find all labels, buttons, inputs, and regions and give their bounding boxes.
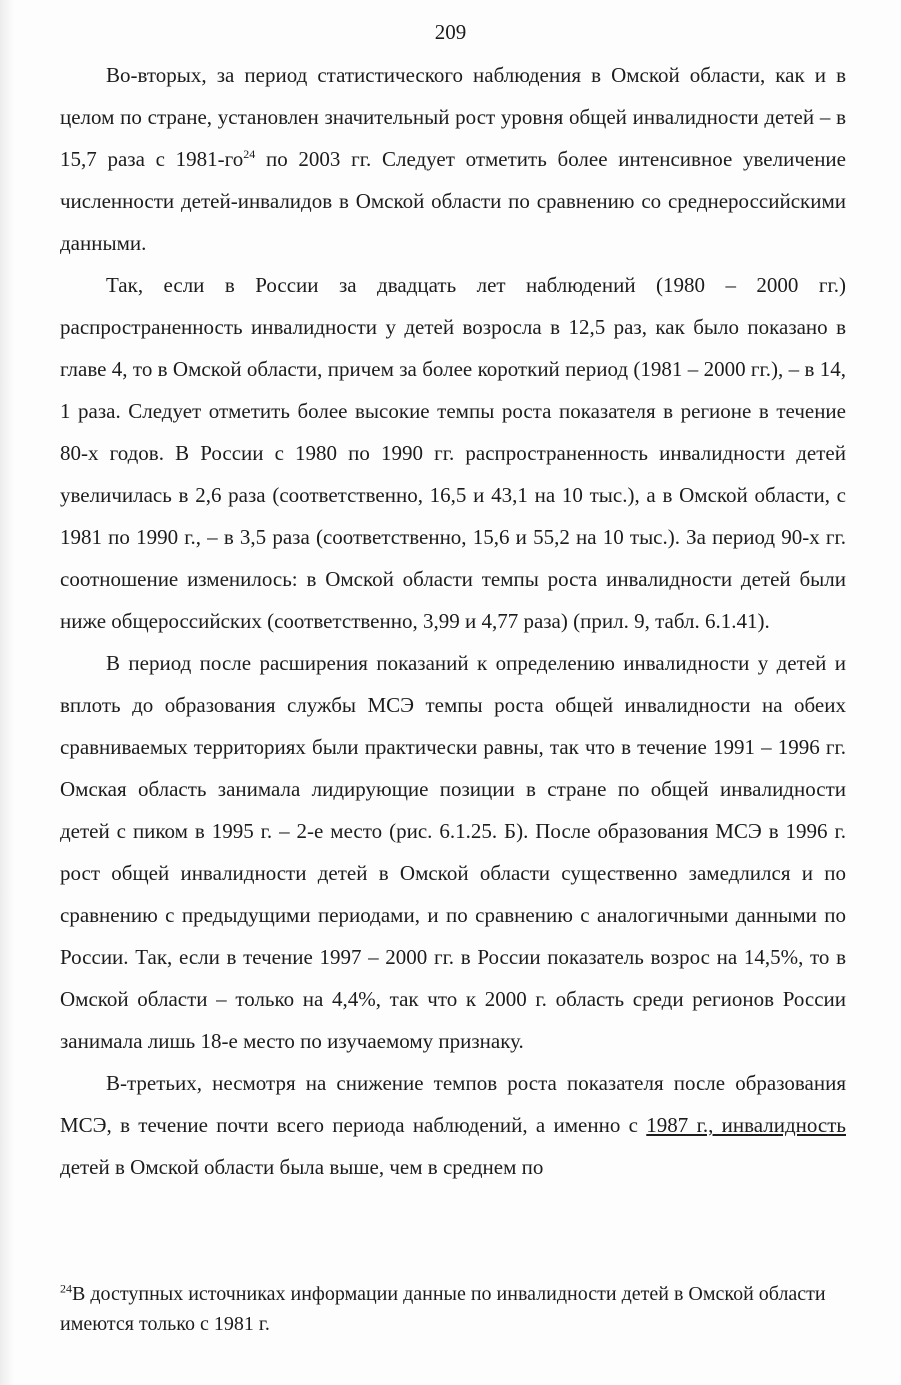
paragraph-3: В период после расширения показаний к определению инвалидности у детей и вплоть до образования службы МСЭ темпы роста общей инвалидности на обеих сравниваемых территориях были практически равны, так что в течение 1991 – 1996 гг. Омская область занимала лидирующие позиции в стране по общей инвалидности детей с пиком в 1995 г. – 2-е место (рис. 6.1.25. Б). После образования МСЭ в 1996 г. рост общей инвалидности детей в Омской области существенно замедлился и по сравнению с предыдущими периодами, и по сравнению с аналогичными данными по России. Так, если в течение 1997 – 2000 гг. в России показатель возрос на 14,5%, то в Омской области – только на 4,4%, так что к 2000 г. область среди регионов России занимала лишь 18-е место по изучаемому признаку.	[60, 651, 846, 1053]
footnote-reference[interactable]: 24	[243, 147, 256, 161]
paragraph-4-underlined-text: 1987 г., инвалидность д	[60, 1113, 846, 1179]
footnote-mark: 24	[60, 1281, 72, 1296]
page-number: 209	[434, 20, 467, 44]
paragraph-1-text-b: по 2003 гг. Следует отметить более интенсивное увеличение численности детей-инвалидов в Омской области по сравнению со среднероссийскими данными.	[60, 147, 846, 255]
page-edge-shadow	[0, 0, 14, 1385]
footnote	[60, 1279, 846, 1339]
paragraph-2: Так, если в России за двадцать лет наблюдений (1980 – 2000 гг.) распространенность инвалидности у детей возросла в 12,5 раз, как было показано в главе 4, то в Омской области, причем за более короткий период (1981 – 2000 гг.), – в 14, 1 раза. Следует отметить более высокие темпы роста показателя в регионе в течение 80-х годов. В России с 1980 по 1990 гг. распространенность инвалидности детей увеличилась в 2,6 раза (соответственно, 16,5 и 43,1 на 10 тыс.), а в Омской области, с 1981 по 1990 г., – в 3,5 раза (соответственно, 15,6 и 55,2 на 10 тыс.). За период 90-х гг. соотношение изменилось: в Омской области темпы роста инвалидности детей были ниже общероссийских (соответственно, 3,99 и 4,77 раза) (прил. 9, табл. 6.1.41).	[60, 273, 846, 633]
paragraph-4	[60, 1062, 846, 1188]
paragraph-1-text-a: Во-вторых, за период статистического наблюдения в Омской области, как и в целом по стране, установлен значительный рост уровня общей инвалидности детей – в 15,7 раза с 1981-го	[60, 63, 846, 171]
paragraph-4-text-a: В-третьих, несмотря на снижение темпов роста показателя после образования МСЭ, в течение почти всего периода наблюдений, а именно с	[60, 1071, 846, 1137]
footnote-text: В доступных источниках информации данные по инвалидности детей в Омской области имеются только с 1981 г.	[60, 1283, 826, 1335]
body-text	[60, 54, 846, 1188]
paragraph-4-text-b: етей в Омской области была выше, чем в среднем по	[70, 1155, 544, 1179]
paragraph-1	[60, 54, 846, 264]
